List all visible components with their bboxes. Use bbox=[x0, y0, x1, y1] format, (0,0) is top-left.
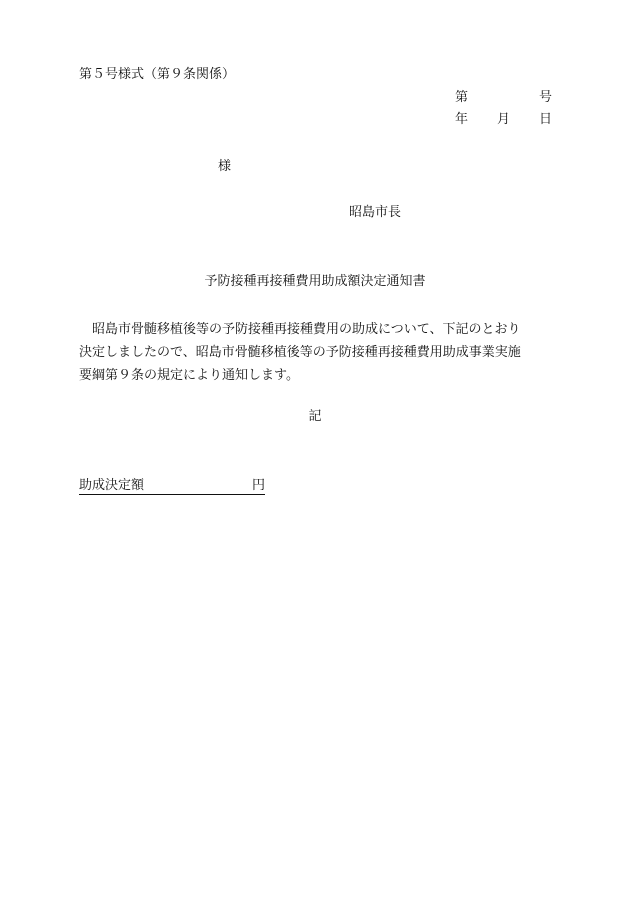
date-day-label: 日 bbox=[539, 112, 553, 127]
grant-amount-row bbox=[79, 479, 265, 495]
body-line: 昭島市骨髄移植後等の予防接種再接種費用の助成について、下記のとおり bbox=[92, 322, 521, 337]
document-number-prefix: 第 bbox=[455, 90, 469, 105]
body-paragraph bbox=[79, 318, 553, 387]
recipient-honorific: 様 bbox=[218, 159, 232, 174]
form-number: 第５号様式（第９条関係） bbox=[79, 67, 236, 82]
grant-amount-label: 助成決定額 bbox=[79, 478, 145, 493]
document-title: 予防接種再接種費用助成額決定通知書 bbox=[204, 274, 426, 289]
date-month-label: 月 bbox=[497, 112, 511, 127]
body-line: 決定しましたので、昭島市骨髄移植後等の予防接種再接種費用助成事業実施 bbox=[79, 345, 521, 360]
body-line: 要綱第９条の規定により通知します。 bbox=[79, 368, 299, 383]
sender-name: 昭島市長 bbox=[349, 205, 402, 220]
document-number-suffix: 号 bbox=[539, 90, 553, 105]
grant-amount-unit: 円 bbox=[252, 478, 266, 493]
date-year-label: 年 bbox=[455, 112, 469, 127]
ki-heading: 記 bbox=[308, 409, 322, 424]
